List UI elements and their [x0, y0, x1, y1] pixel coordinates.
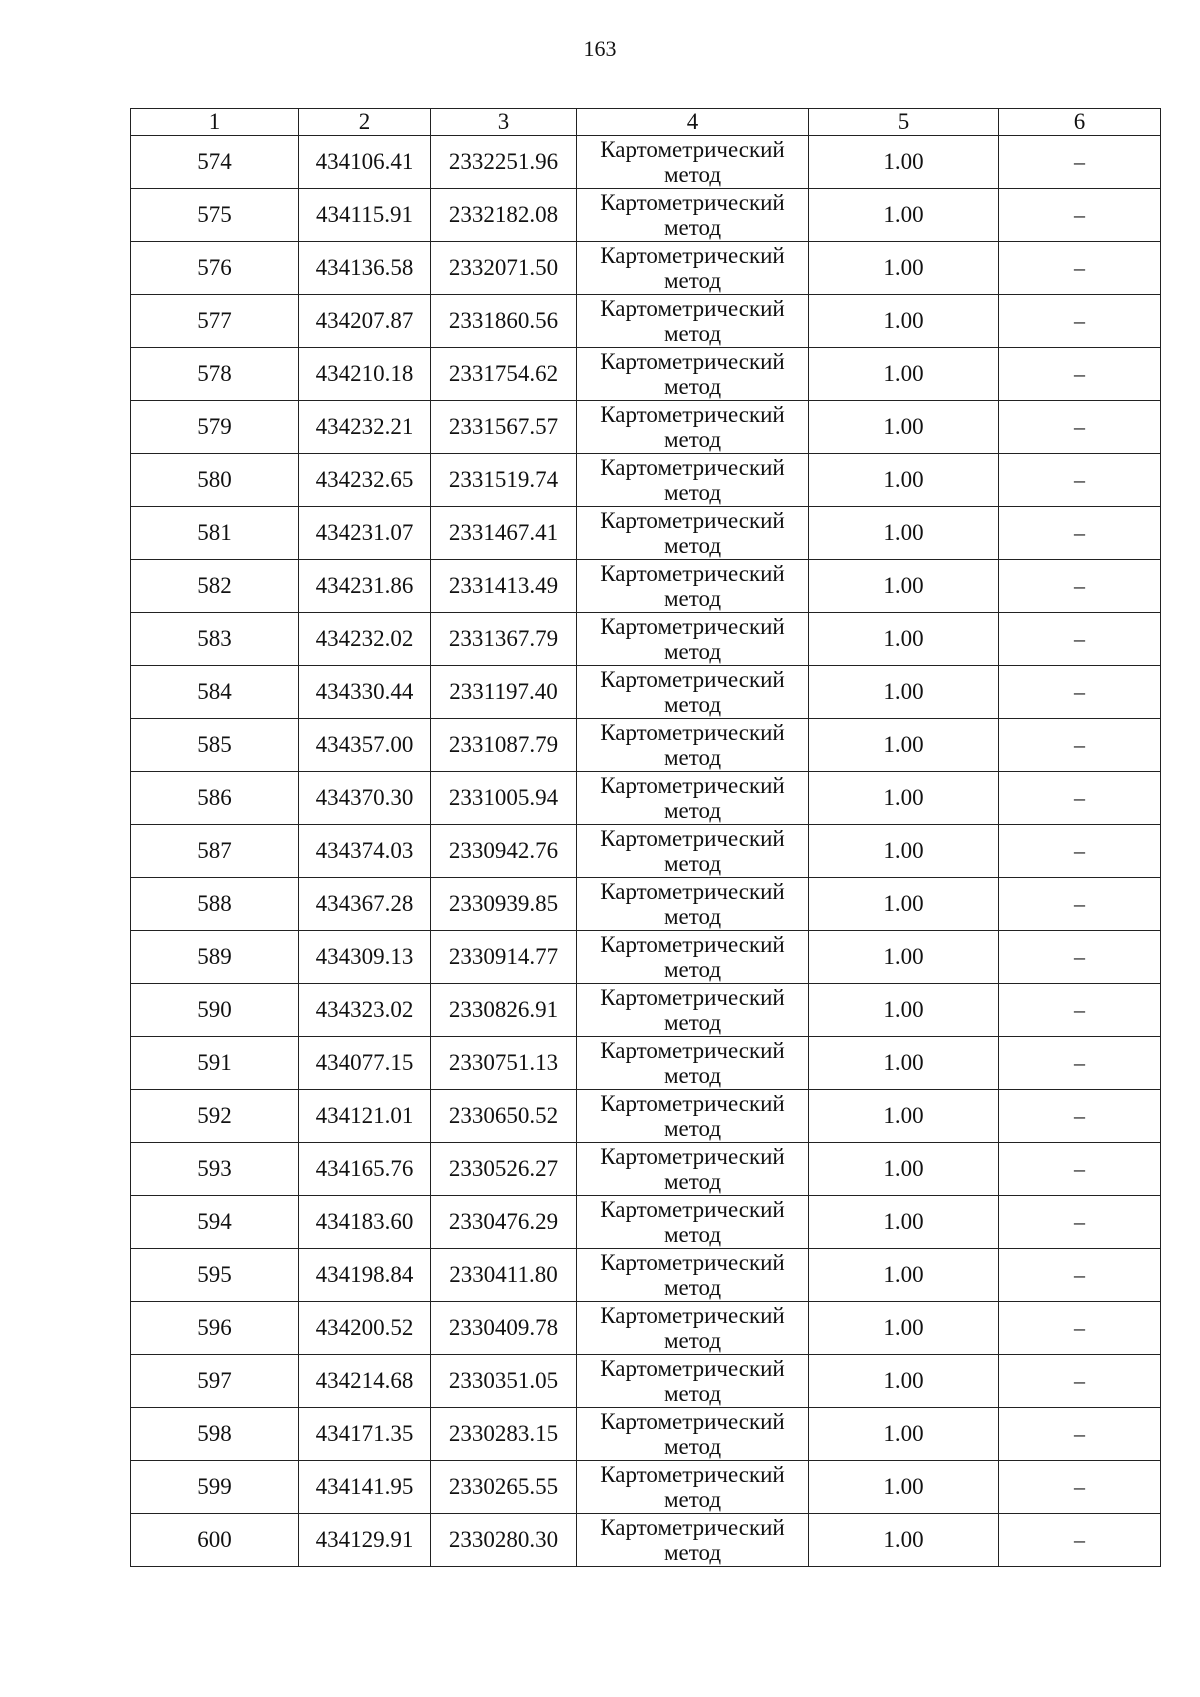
y-coordinate-cell: 2331413.49 — [431, 560, 577, 613]
method-cell — [577, 454, 809, 507]
table-row — [131, 507, 1161, 560]
table-row — [131, 1514, 1161, 1567]
method-line-1: Картометрический — [600, 667, 785, 692]
column-header-4: 4 — [577, 109, 809, 136]
method-line-1: Картометрический — [600, 1197, 785, 1222]
table-row — [131, 1355, 1161, 1408]
y-coordinate-cell: 2331567.57 — [431, 401, 577, 454]
point-number-cell: 579 — [131, 401, 299, 454]
x-coordinate-cell: 434200.52 — [299, 1302, 431, 1355]
method-cell — [577, 772, 809, 825]
note-cell: – — [999, 454, 1161, 507]
table-row — [131, 560, 1161, 613]
table-row — [131, 772, 1161, 825]
x-coordinate-cell: 434171.35 — [299, 1408, 431, 1461]
point-number-cell: 598 — [131, 1408, 299, 1461]
x-coordinate-cell: 434231.86 — [299, 560, 431, 613]
method-line-1: Картометрический — [600, 1462, 785, 1487]
y-coordinate-cell: 2330283.15 — [431, 1408, 577, 1461]
method-cell — [577, 136, 809, 189]
accuracy-cell: 1.00 — [809, 1355, 999, 1408]
method-line-2: метод — [663, 745, 722, 770]
table-row — [131, 136, 1161, 189]
table-row — [131, 878, 1161, 931]
method-line-2: метод — [663, 162, 722, 187]
y-coordinate-cell: 2331467.41 — [431, 507, 577, 560]
table-row — [131, 1143, 1161, 1196]
y-coordinate-cell: 2332182.08 — [431, 189, 577, 242]
table-row — [131, 242, 1161, 295]
method-line-1: Картометрический — [600, 1356, 785, 1381]
accuracy-cell: 1.00 — [809, 454, 999, 507]
accuracy-cell: 1.00 — [809, 1090, 999, 1143]
table-row — [131, 1090, 1161, 1143]
method-line-1: Картометрический — [600, 1144, 785, 1169]
table-row — [131, 984, 1161, 1037]
method-cell — [577, 1514, 809, 1567]
x-coordinate-cell: 434367.28 — [299, 878, 431, 931]
method-cell — [577, 1355, 809, 1408]
accuracy-cell: 1.00 — [809, 1037, 999, 1090]
y-coordinate-cell: 2331519.74 — [431, 454, 577, 507]
column-header-5: 5 — [809, 109, 999, 136]
table-header-row — [131, 109, 1161, 136]
note-cell: – — [999, 666, 1161, 719]
accuracy-cell: 1.00 — [809, 560, 999, 613]
accuracy-cell: 1.00 — [809, 348, 999, 401]
note-cell: – — [999, 719, 1161, 772]
method-cell — [577, 984, 809, 1037]
accuracy-cell: 1.00 — [809, 984, 999, 1037]
y-coordinate-cell: 2330280.30 — [431, 1514, 577, 1567]
method-cell — [577, 1196, 809, 1249]
y-coordinate-cell: 2330650.52 — [431, 1090, 577, 1143]
x-coordinate-cell: 434232.21 — [299, 401, 431, 454]
method-line-2: метод — [663, 1328, 722, 1353]
x-coordinate-cell: 434183.60 — [299, 1196, 431, 1249]
method-line-2: метод — [663, 268, 722, 293]
x-coordinate-cell: 434121.01 — [299, 1090, 431, 1143]
x-coordinate-cell: 434198.84 — [299, 1249, 431, 1302]
x-coordinate-cell: 434077.15 — [299, 1037, 431, 1090]
point-number-cell: 594 — [131, 1196, 299, 1249]
y-coordinate-cell: 2330526.27 — [431, 1143, 577, 1196]
point-number-cell: 575 — [131, 189, 299, 242]
note-cell: – — [999, 136, 1161, 189]
note-cell: – — [999, 348, 1161, 401]
y-coordinate-cell: 2330942.76 — [431, 825, 577, 878]
method-line-2: метод — [663, 1275, 722, 1300]
method-line-1: Картометрический — [600, 985, 785, 1010]
method-cell — [577, 666, 809, 719]
method-line-1: Картометрический — [600, 455, 785, 480]
y-coordinate-cell: 2331005.94 — [431, 772, 577, 825]
note-cell: – — [999, 401, 1161, 454]
table-row — [131, 825, 1161, 878]
x-coordinate-cell: 434231.07 — [299, 507, 431, 560]
note-cell: – — [999, 1302, 1161, 1355]
x-coordinate-cell: 434370.30 — [299, 772, 431, 825]
column-header-1: 1 — [131, 109, 299, 136]
table-row — [131, 1249, 1161, 1302]
accuracy-cell: 1.00 — [809, 613, 999, 666]
method-line-1: Картометрический — [600, 932, 785, 957]
method-line-1: Картометрический — [600, 190, 785, 215]
note-cell: – — [999, 1249, 1161, 1302]
accuracy-cell: 1.00 — [809, 1143, 999, 1196]
method-cell — [577, 1143, 809, 1196]
y-coordinate-cell: 2331860.56 — [431, 295, 577, 348]
y-coordinate-cell: 2330409.78 — [431, 1302, 577, 1355]
point-number-cell: 582 — [131, 560, 299, 613]
point-number-cell: 589 — [131, 931, 299, 984]
table-row — [131, 1196, 1161, 1249]
method-cell — [577, 1461, 809, 1514]
x-coordinate-cell: 434165.76 — [299, 1143, 431, 1196]
method-cell — [577, 295, 809, 348]
method-cell — [577, 507, 809, 560]
note-cell: – — [999, 189, 1161, 242]
point-number-cell: 592 — [131, 1090, 299, 1143]
point-number-cell: 584 — [131, 666, 299, 719]
y-coordinate-cell: 2331754.62 — [431, 348, 577, 401]
table-row — [131, 1302, 1161, 1355]
note-cell: – — [999, 1037, 1161, 1090]
method-line-2: метод — [663, 639, 722, 664]
accuracy-cell: 1.00 — [809, 1196, 999, 1249]
method-line-2: метод — [663, 1063, 722, 1088]
accuracy-cell: 1.00 — [809, 931, 999, 984]
y-coordinate-cell: 2330351.05 — [431, 1355, 577, 1408]
note-cell: – — [999, 507, 1161, 560]
accuracy-cell: 1.00 — [809, 878, 999, 931]
method-line-2: метод — [663, 1434, 722, 1459]
point-number-cell: 595 — [131, 1249, 299, 1302]
method-line-1: Картометрический — [600, 296, 785, 321]
accuracy-cell: 1.00 — [809, 507, 999, 560]
accuracy-cell: 1.00 — [809, 295, 999, 348]
method-cell — [577, 1408, 809, 1461]
x-coordinate-cell: 434330.44 — [299, 666, 431, 719]
y-coordinate-cell: 2331087.79 — [431, 719, 577, 772]
y-coordinate-cell: 2330411.80 — [431, 1249, 577, 1302]
method-line-2: метод — [663, 851, 722, 876]
y-coordinate-cell: 2330751.13 — [431, 1037, 577, 1090]
column-header-3: 3 — [431, 109, 577, 136]
point-number-cell: 599 — [131, 1461, 299, 1514]
x-coordinate-cell: 434141.95 — [299, 1461, 431, 1514]
method-cell — [577, 560, 809, 613]
method-line-2: метод — [663, 798, 722, 823]
method-line-1: Картометрический — [600, 349, 785, 374]
note-cell: – — [999, 242, 1161, 295]
method-line-2: метод — [663, 1116, 722, 1141]
table-body — [131, 136, 1161, 1567]
y-coordinate-cell: 2330826.91 — [431, 984, 577, 1037]
accuracy-cell: 1.00 — [809, 1461, 999, 1514]
table-row — [131, 295, 1161, 348]
note-cell: – — [999, 1355, 1161, 1408]
method-line-1: Картометрический — [600, 1515, 785, 1540]
method-line-2: метод — [663, 904, 722, 929]
x-coordinate-cell: 434207.87 — [299, 295, 431, 348]
method-cell — [577, 1037, 809, 1090]
method-cell — [577, 348, 809, 401]
note-cell: – — [999, 984, 1161, 1037]
x-coordinate-cell: 434357.00 — [299, 719, 431, 772]
accuracy-cell: 1.00 — [809, 1408, 999, 1461]
point-number-cell: 585 — [131, 719, 299, 772]
method-line-2: метод — [663, 427, 722, 452]
table-row — [131, 189, 1161, 242]
method-line-1: Картометрический — [600, 1038, 785, 1063]
table-row — [131, 1408, 1161, 1461]
method-line-2: метод — [663, 321, 722, 346]
accuracy-cell: 1.00 — [809, 1514, 999, 1567]
method-line-1: Картометрический — [600, 614, 785, 639]
y-coordinate-cell: 2330476.29 — [431, 1196, 577, 1249]
page-number: 163 — [583, 36, 617, 61]
note-cell: – — [999, 613, 1161, 666]
accuracy-cell: 1.00 — [809, 719, 999, 772]
accuracy-cell: 1.00 — [809, 401, 999, 454]
method-line-2: метод — [663, 1010, 722, 1035]
note-cell: – — [999, 1143, 1161, 1196]
x-coordinate-cell: 434210.18 — [299, 348, 431, 401]
accuracy-cell: 1.00 — [809, 136, 999, 189]
method-line-2: метод — [663, 1222, 722, 1247]
note-cell: – — [999, 772, 1161, 825]
x-coordinate-cell: 434232.02 — [299, 613, 431, 666]
point-number-cell: 590 — [131, 984, 299, 1037]
method-line-1: Картометрический — [600, 1250, 785, 1275]
note-cell: – — [999, 1196, 1161, 1249]
method-cell — [577, 719, 809, 772]
method-cell — [577, 242, 809, 295]
method-line-1: Картометрический — [600, 1091, 785, 1116]
y-coordinate-cell: 2332251.96 — [431, 136, 577, 189]
method-line-1: Картометрический — [600, 773, 785, 798]
method-line-2: метод — [663, 957, 722, 982]
y-coordinate-cell: 2332071.50 — [431, 242, 577, 295]
point-number-cell: 596 — [131, 1302, 299, 1355]
method-line-1: Картометрический — [600, 879, 785, 904]
x-coordinate-cell: 434323.02 — [299, 984, 431, 1037]
method-cell — [577, 878, 809, 931]
y-coordinate-cell: 2331197.40 — [431, 666, 577, 719]
method-line-2: метод — [663, 480, 722, 505]
y-coordinate-cell: 2330914.77 — [431, 931, 577, 984]
note-cell: – — [999, 295, 1161, 348]
x-coordinate-cell: 434214.68 — [299, 1355, 431, 1408]
table-row — [131, 401, 1161, 454]
column-header-6: 6 — [999, 109, 1161, 136]
x-coordinate-cell: 434374.03 — [299, 825, 431, 878]
accuracy-cell: 1.00 — [809, 666, 999, 719]
method-line-1: Картометрический — [600, 402, 785, 427]
note-cell: – — [999, 1408, 1161, 1461]
table-row — [131, 454, 1161, 507]
point-number-cell: 577 — [131, 295, 299, 348]
point-number-cell: 580 — [131, 454, 299, 507]
method-line-1: Картометрический — [600, 137, 785, 162]
note-cell: – — [999, 1090, 1161, 1143]
accuracy-cell: 1.00 — [809, 1249, 999, 1302]
note-cell: – — [999, 878, 1161, 931]
method-line-1: Картометрический — [600, 243, 785, 268]
point-number-cell: 593 — [131, 1143, 299, 1196]
table-row — [131, 348, 1161, 401]
point-number-cell: 597 — [131, 1355, 299, 1408]
method-cell — [577, 825, 809, 878]
method-line-1: Картометрический — [600, 720, 785, 745]
method-line-2: метод — [663, 1169, 722, 1194]
point-number-cell: 574 — [131, 136, 299, 189]
accuracy-cell: 1.00 — [809, 189, 999, 242]
method-line-1: Картометрический — [600, 1303, 785, 1328]
table-row — [131, 1037, 1161, 1090]
method-line-1: Картометрический — [600, 1409, 785, 1434]
x-coordinate-cell: 434129.91 — [299, 1514, 431, 1567]
y-coordinate-cell: 2330265.55 — [431, 1461, 577, 1514]
accuracy-cell: 1.00 — [809, 772, 999, 825]
note-cell: – — [999, 1514, 1161, 1567]
point-number-cell: 576 — [131, 242, 299, 295]
column-header-2: 2 — [299, 109, 431, 136]
method-line-2: метод — [663, 1487, 722, 1512]
x-coordinate-cell: 434232.65 — [299, 454, 431, 507]
point-number-cell: 588 — [131, 878, 299, 931]
point-number-cell: 578 — [131, 348, 299, 401]
method-line-1: Картометрический — [600, 826, 785, 851]
method-cell — [577, 613, 809, 666]
accuracy-cell: 1.00 — [809, 825, 999, 878]
method-line-2: метод — [663, 215, 722, 240]
coordinates-table — [130, 108, 1161, 1567]
method-line-1: Картометрический — [600, 561, 785, 586]
method-cell — [577, 189, 809, 242]
table-row — [131, 666, 1161, 719]
method-line-2: метод — [663, 586, 722, 611]
x-coordinate-cell: 434309.13 — [299, 931, 431, 984]
point-number-cell: 600 — [131, 1514, 299, 1567]
point-number-cell: 581 — [131, 507, 299, 560]
note-cell: – — [999, 825, 1161, 878]
method-line-2: метод — [663, 1540, 722, 1565]
point-number-cell: 591 — [131, 1037, 299, 1090]
y-coordinate-cell: 2331367.79 — [431, 613, 577, 666]
method-cell — [577, 401, 809, 454]
method-line-2: метод — [663, 533, 722, 558]
method-line-2: метод — [663, 1381, 722, 1406]
accuracy-cell: 1.00 — [809, 242, 999, 295]
table-row — [131, 1461, 1161, 1514]
x-coordinate-cell: 434106.41 — [299, 136, 431, 189]
method-line-1: Картометрический — [600, 508, 785, 533]
x-coordinate-cell: 434136.58 — [299, 242, 431, 295]
method-line-2: метод — [663, 692, 722, 717]
method-cell — [577, 1249, 809, 1302]
table-row — [131, 719, 1161, 772]
method-cell — [577, 1302, 809, 1355]
method-cell — [577, 931, 809, 984]
table-row — [131, 613, 1161, 666]
note-cell: – — [999, 1461, 1161, 1514]
note-cell: – — [999, 931, 1161, 984]
point-number-cell: 583 — [131, 613, 299, 666]
x-coordinate-cell: 434115.91 — [299, 189, 431, 242]
y-coordinate-cell: 2330939.85 — [431, 878, 577, 931]
accuracy-cell: 1.00 — [809, 1302, 999, 1355]
table-row — [131, 931, 1161, 984]
point-number-cell: 587 — [131, 825, 299, 878]
method-line-2: метод — [663, 374, 722, 399]
note-cell: – — [999, 560, 1161, 613]
point-number-cell: 586 — [131, 772, 299, 825]
method-cell — [577, 1090, 809, 1143]
